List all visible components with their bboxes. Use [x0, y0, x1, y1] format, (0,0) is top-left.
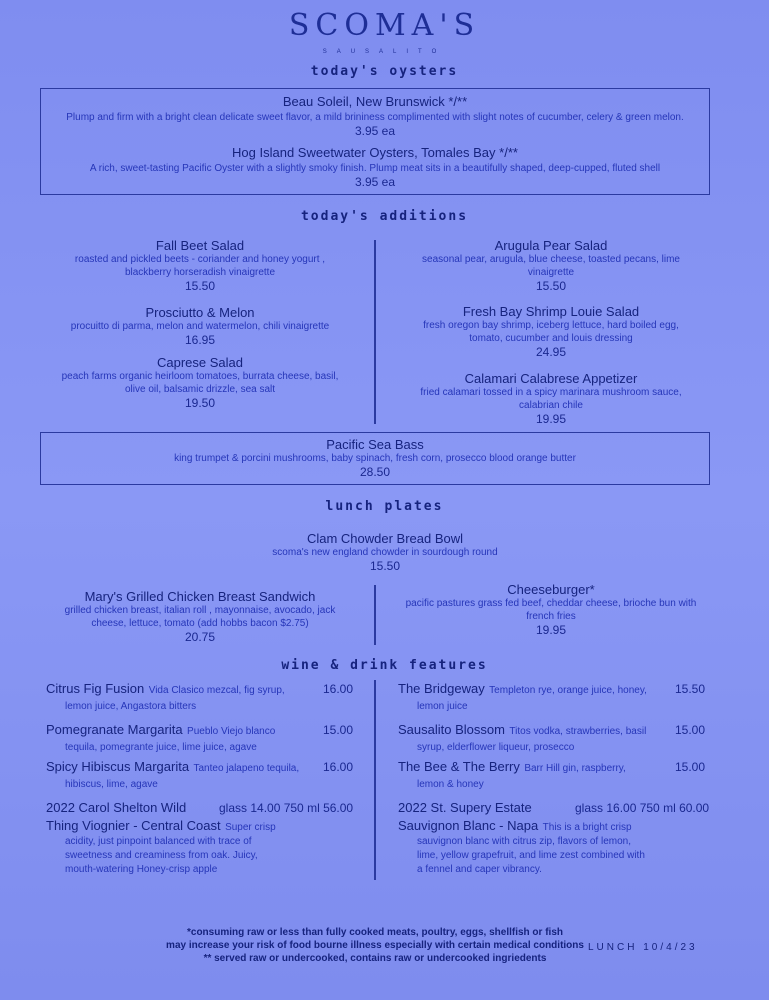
item-desc: grilled chicken breast, italian roll , mayonnaise, avocado, jack: [64, 605, 336, 616]
item-desc: pacific pastures grass fed beef, cheddar cheese, brioche bun with: [405, 598, 697, 609]
section-lunch: lunch plates: [325, 499, 444, 514]
item-price: 16.95: [184, 333, 216, 347]
drink-name: Spicy Hibiscus Margarita: [46, 759, 190, 774]
special-desc: king trumpet & porcini mushrooms, baby spinach, fresh corn, prosecco blood orange butter: [174, 453, 576, 464]
item-desc: peach farms organic heirloom tomatoes, burrata cheese, basil,: [61, 371, 339, 382]
drink-name: The Bridgeway: [398, 681, 485, 696]
special-name: Pacific Sea Bass: [326, 437, 424, 452]
item-price: 15.50: [369, 559, 401, 573]
item-desc: scoma's new england chowder in sourdough round: [272, 547, 498, 558]
drink-desc: Barr Hill gin, raspberry,: [524, 763, 626, 774]
drink-desc: Titos vodka, strawberries, basil: [509, 726, 647, 737]
drink-desc: syrup, elderflower liqueur, prosecco: [417, 742, 575, 753]
drink-desc: Templeton rye, orange juice, honey,: [489, 685, 647, 696]
item-desc: seasonal pear, arugula, blue cheese, toasted pecans, lime: [422, 254, 680, 265]
menu-item: [388, 238, 714, 293]
oysters-box: [40, 88, 710, 195]
drink-price: 15.00: [675, 760, 706, 774]
menu-item: [40, 238, 360, 293]
wine-desc: Super crisp: [225, 822, 276, 833]
oyster-name: Beau Soleil, New Brunswick */**: [282, 94, 468, 109]
item-desc: tomato, cucumber and louis dressing: [469, 333, 633, 344]
wine-name: Sauvignon Blanc - Napa: [398, 818, 539, 833]
column-divider: [374, 240, 376, 424]
menu-item: [388, 304, 714, 359]
drink-price: 15.00: [323, 723, 354, 737]
wine-desc: sweetness and creaminess from oak. Juicy,: [65, 850, 258, 861]
item-name: Fall Beet Salad: [155, 238, 245, 253]
oyster-price: 3.95 ea: [354, 175, 396, 189]
section-wine: wine & drink features: [281, 658, 488, 673]
item-price: 15.50: [535, 279, 567, 293]
menu-item: [40, 305, 360, 347]
wine-price: glass 16.00 750 ml 60.00: [575, 801, 710, 815]
column-divider: [374, 680, 376, 880]
drink-item: [46, 723, 321, 755]
drink-price: 15.00: [675, 723, 706, 737]
item-desc: olive oil, balsamic drizzle, sea salt: [124, 384, 276, 395]
item-name: Arugula Pear Salad: [494, 238, 608, 253]
drink-name: Pomegranate Margarita: [46, 722, 183, 737]
item-name: Fresh Bay Shrimp Louie Salad: [462, 304, 640, 319]
item-desc: french fries: [526, 611, 576, 622]
column-divider: [374, 585, 376, 645]
item-price: 15.50: [184, 279, 216, 293]
menu-item: [40, 355, 360, 410]
menu-date: LUNCH 10/4/23: [588, 942, 698, 953]
drink-desc: lemon juice: [417, 701, 468, 712]
section-oysters: today's oysters: [310, 64, 459, 79]
disclaimer-line: *consuming raw or less than fully cooked meats, poultry, eggs, shellfish or fish: [186, 927, 563, 938]
wine-desc: acidity, just pinpoint balanced with trace of: [65, 836, 252, 847]
menu-item: [388, 582, 714, 637]
section-additions: today's additions: [300, 209, 469, 224]
drink-name: The Bee & The Berry: [398, 759, 520, 774]
oyster-desc: Plump and firm with a bright clean delicate sweet flavor, a mild brininess complimented with slight notes of cucumber, celery & green melon.: [66, 112, 684, 123]
drink-desc: Pueblo Viejo blanco: [187, 726, 276, 737]
item-price: 19.50: [184, 396, 216, 410]
drink-name: Citrus Fig Fusion: [46, 681, 145, 696]
item-price: 24.95: [535, 345, 567, 359]
drink-item: [398, 723, 673, 755]
item-desc: fresh oregon bay shrimp, iceberg lettuce, hard boiled egg,: [423, 320, 679, 331]
item-desc: calabrian chile: [519, 400, 583, 411]
oyster-item: [41, 145, 709, 189]
item-price: 20.75: [184, 630, 216, 644]
menu-item: [40, 589, 360, 644]
item-name: Clam Chowder Bread Bowl: [306, 531, 464, 546]
wine-desc: lime, yellow grapefruit, and lime zest combined with: [417, 850, 645, 861]
item-name: Caprese Salad: [157, 355, 243, 370]
item-name: Mary's Grilled Chicken Breast Sandwich: [84, 589, 316, 604]
drink-desc: hibiscus, lime, agave: [65, 779, 158, 790]
drink-price: 16.00: [323, 760, 354, 774]
item-desc: vinaigrette: [527, 267, 575, 278]
drink-price: 16.00: [323, 682, 354, 696]
wine-desc: This is a bright crisp: [542, 822, 632, 833]
drink-item: [46, 682, 316, 714]
oyster-desc: A rich, sweet-tasting Pacific Oyster with a slightly smoky finish. Plump meat sits in a beautifully shaped, deep-cupped, fluted shell: [89, 163, 661, 174]
brand-location: SAUSALITO: [322, 49, 447, 55]
item-price: 19.95: [535, 623, 567, 637]
drink-item: [398, 760, 673, 792]
wine-name: Thing Viognier - Central Coast: [46, 818, 221, 833]
drink-desc: lemon & honey: [417, 779, 484, 790]
menu-item: [180, 531, 590, 573]
item-desc: blackberry horseradish vinaigrette: [124, 267, 276, 278]
wine-price: glass 14.00 750 ml 56.00: [219, 801, 354, 815]
oyster-name: Hog Island Sweetwater Oysters, Tomales Bay */**: [232, 145, 518, 160]
wine-desc: sauvignon blanc with citrus zip, flavors of lemon,: [417, 836, 631, 847]
item-name: Calamari Calabrese Appetizer: [464, 371, 638, 386]
item-desc: procuitto di parma, melon and watermelon, chili vinaigrette: [70, 321, 330, 332]
disclaimer-line: ** served raw or undercooked, contains raw or undercooked ingriedents: [203, 953, 547, 964]
disclaimer-line: may increase your risk of food bourne illness especially with certain medical conditions: [166, 940, 584, 951]
wine-desc: a fennel and caper vibrancy.: [417, 864, 542, 875]
footer-disclaimer: [120, 926, 630, 965]
drink-desc: Tanteo jalapeno tequila,: [193, 763, 300, 774]
drink-name: Sausalito Blossom: [398, 722, 505, 737]
drink-item: [46, 760, 321, 792]
item-price: 19.95: [535, 412, 567, 426]
drink-desc: lemon juice, Angastora bitters: [65, 701, 197, 712]
item-desc: fried calamari tossed in a spicy marinara mushroom sauce,: [420, 387, 682, 398]
wine-name: 2022 Carol Shelton Wild: [46, 800, 187, 815]
special-box: [40, 432, 710, 485]
item-desc: roasted and pickled beets - coriander and honey yogurt ,: [74, 254, 326, 265]
brand-logo: SCOMA'S: [288, 8, 481, 43]
menu-item: [388, 371, 714, 426]
drink-price: 15.50: [675, 682, 706, 696]
item-name: Prosciutto & Melon: [145, 305, 255, 320]
item-desc: cheese, lettuce, tomato (add hobbs bacon $2.75): [91, 618, 309, 629]
oyster-price: 3.95 ea: [354, 124, 396, 138]
special-price: 28.50: [359, 465, 391, 479]
drink-desc: Vida Clasico mezcal, fig syrup,: [148, 685, 285, 696]
oyster-item: [41, 94, 709, 138]
wine-desc: mouth-watering Honey-crisp apple: [65, 864, 218, 875]
item-name: Cheeseburger*: [507, 582, 595, 597]
drink-item: [398, 682, 673, 714]
drink-desc: tequila, pomegrante juice, lime juice, agave: [65, 742, 257, 753]
wine-name: 2022 St. Supery Estate: [398, 800, 532, 815]
